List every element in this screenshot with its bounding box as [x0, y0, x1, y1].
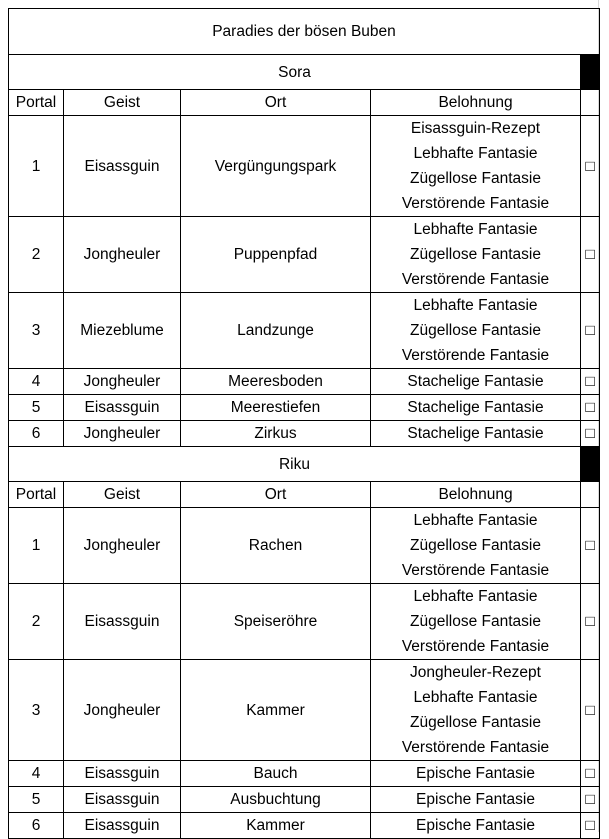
ort-cell: Bauch [181, 761, 371, 787]
table-row [9, 813, 600, 839]
reward-item: Zügellose Fantasie [410, 613, 541, 630]
reward-item: Verstörende Fantasie [401, 195, 550, 212]
ort-cell: Meeresboden [181, 369, 371, 395]
geist-cell: Jongheuler [64, 369, 181, 395]
ort-cell: Speiseröhre [181, 584, 371, 660]
reward-cell [371, 761, 581, 787]
geist-cell: Jongheuler [64, 660, 181, 761]
column-header: Belohnung [371, 90, 581, 116]
portal-cell: 4 [9, 369, 64, 395]
section-title: Riku [9, 447, 581, 482]
reward-item: Epische Fantasie [416, 765, 535, 782]
reward-cell [371, 395, 581, 421]
reward-item: Epische Fantasie [416, 817, 535, 834]
geist-cell: Eisassguin [64, 761, 181, 787]
table-row [9, 508, 600, 584]
column-header: Ort [181, 90, 371, 116]
reward-cell [371, 660, 581, 761]
column-header: Belohnung [371, 482, 581, 508]
reward-item: Jongheuler-Rezept [410, 664, 541, 681]
header-row [9, 90, 600, 116]
section-row-sora [9, 55, 600, 90]
column-header: Geist [64, 482, 181, 508]
reward-item: Verstörende Fantasie [401, 638, 550, 655]
portal-cell: 6 [9, 421, 64, 447]
reward-cell [371, 217, 581, 293]
geist-cell: Eisassguin [64, 813, 181, 839]
reward-cell [371, 116, 581, 217]
page-title: Paradies der bösen Buben [9, 9, 600, 55]
checkbox[interactable]: □ [581, 787, 600, 813]
section-title: Sora [9, 55, 581, 90]
checkbox[interactable]: □ [581, 508, 600, 584]
portal-cell: 5 [9, 787, 64, 813]
header-row [9, 482, 600, 508]
reward-item: Verstörende Fantasie [401, 271, 550, 288]
reward-item: Stachelige Fantasie [407, 373, 544, 390]
portal-cell: 5 [9, 395, 64, 421]
portal-cell: 4 [9, 761, 64, 787]
portal-cell: 1 [9, 116, 64, 217]
table-row [9, 217, 600, 293]
portal-cell: 2 [9, 217, 64, 293]
ort-cell: Rachen [181, 508, 371, 584]
checkbox-header [581, 482, 600, 508]
column-header: Geist [64, 90, 181, 116]
reward-item: Zügellose Fantasie [410, 170, 541, 187]
reward-item: Zügellose Fantasie [410, 246, 541, 263]
checkbox[interactable]: □ [581, 584, 600, 660]
reward-cell [371, 813, 581, 839]
ort-cell: Zirkus [181, 421, 371, 447]
reward-item: Stachelige Fantasie [407, 399, 544, 416]
checkbox[interactable]: □ [581, 369, 600, 395]
reward-item: Lebhafte Fantasie [413, 588, 538, 605]
table-row [9, 395, 600, 421]
checkbox[interactable]: □ [581, 421, 600, 447]
reward-item: Epische Fantasie [416, 791, 535, 808]
portal-cell: 3 [9, 293, 64, 369]
reward-item: Eisassguin-Rezept [410, 120, 541, 137]
table-row [9, 293, 600, 369]
geist-cell: Miezeblume [64, 293, 181, 369]
reward-item: Lebhafte Fantasie [413, 297, 538, 314]
reward-cell [371, 369, 581, 395]
reward-item: Verstörende Fantasie [401, 562, 550, 579]
reward-item: Zügellose Fantasie [410, 322, 541, 339]
section-marker [581, 447, 600, 482]
reward-item: Lebhafte Fantasie [413, 512, 538, 529]
geist-cell: Eisassguin [64, 787, 181, 813]
checkbox[interactable]: □ [581, 293, 600, 369]
portal-cell: 1 [9, 508, 64, 584]
reward-item: Verstörende Fantasie [401, 739, 550, 756]
ort-cell: Ausbuchtung [181, 787, 371, 813]
section-marker [581, 55, 600, 90]
portal-cell: 3 [9, 660, 64, 761]
table-row [9, 116, 600, 217]
checkbox-header [581, 90, 600, 116]
ort-cell: Puppenpfad [181, 217, 371, 293]
geist-cell: Jongheuler [64, 508, 181, 584]
reward-cell [371, 421, 581, 447]
ort-cell: Kammer [181, 660, 371, 761]
table-row [9, 761, 600, 787]
reward-item: Stachelige Fantasie [407, 425, 544, 442]
checkbox[interactable]: □ [581, 761, 600, 787]
reward-cell [371, 508, 581, 584]
reward-cell [371, 293, 581, 369]
geist-cell: Jongheuler [64, 421, 181, 447]
table-body [9, 9, 600, 839]
reward-cell [371, 787, 581, 813]
ort-cell: Landzunge [181, 293, 371, 369]
reward-item: Lebhafte Fantasie [413, 689, 538, 706]
table-row [9, 787, 600, 813]
checkbox[interactable]: □ [581, 116, 600, 217]
section-row-riku [9, 447, 600, 482]
reward-item: Zügellose Fantasie [410, 714, 541, 731]
geist-cell: Eisassguin [64, 395, 181, 421]
column-header: Portal [9, 482, 64, 508]
checkbox[interactable]: □ [581, 217, 600, 293]
column-header: Portal [9, 90, 64, 116]
ort-cell: Meerestiefen [181, 395, 371, 421]
table-row [9, 421, 600, 447]
reward-cell [371, 584, 581, 660]
portal-table [8, 8, 600, 839]
column-header: Ort [181, 482, 371, 508]
ort-cell: Vergüngungspark [181, 116, 371, 217]
table-row [9, 660, 600, 761]
portal-cell: 2 [9, 584, 64, 660]
table-row [9, 369, 600, 395]
geist-cell: Eisassguin [64, 116, 181, 217]
reward-item: Lebhafte Fantasie [413, 221, 538, 238]
reward-item: Zügellose Fantasie [410, 537, 541, 554]
geist-cell: Jongheuler [64, 217, 181, 293]
reward-item: Lebhafte Fantasie [413, 145, 538, 162]
checkbox[interactable]: □ [581, 660, 600, 761]
checkbox[interactable]: □ [581, 813, 600, 839]
ort-cell: Kammer [181, 813, 371, 839]
reward-item: Verstörende Fantasie [401, 347, 550, 364]
title-row [9, 9, 600, 55]
table-row [9, 584, 600, 660]
geist-cell: Eisassguin [64, 584, 181, 660]
checkbox[interactable]: □ [581, 395, 600, 421]
portal-cell: 6 [9, 813, 64, 839]
